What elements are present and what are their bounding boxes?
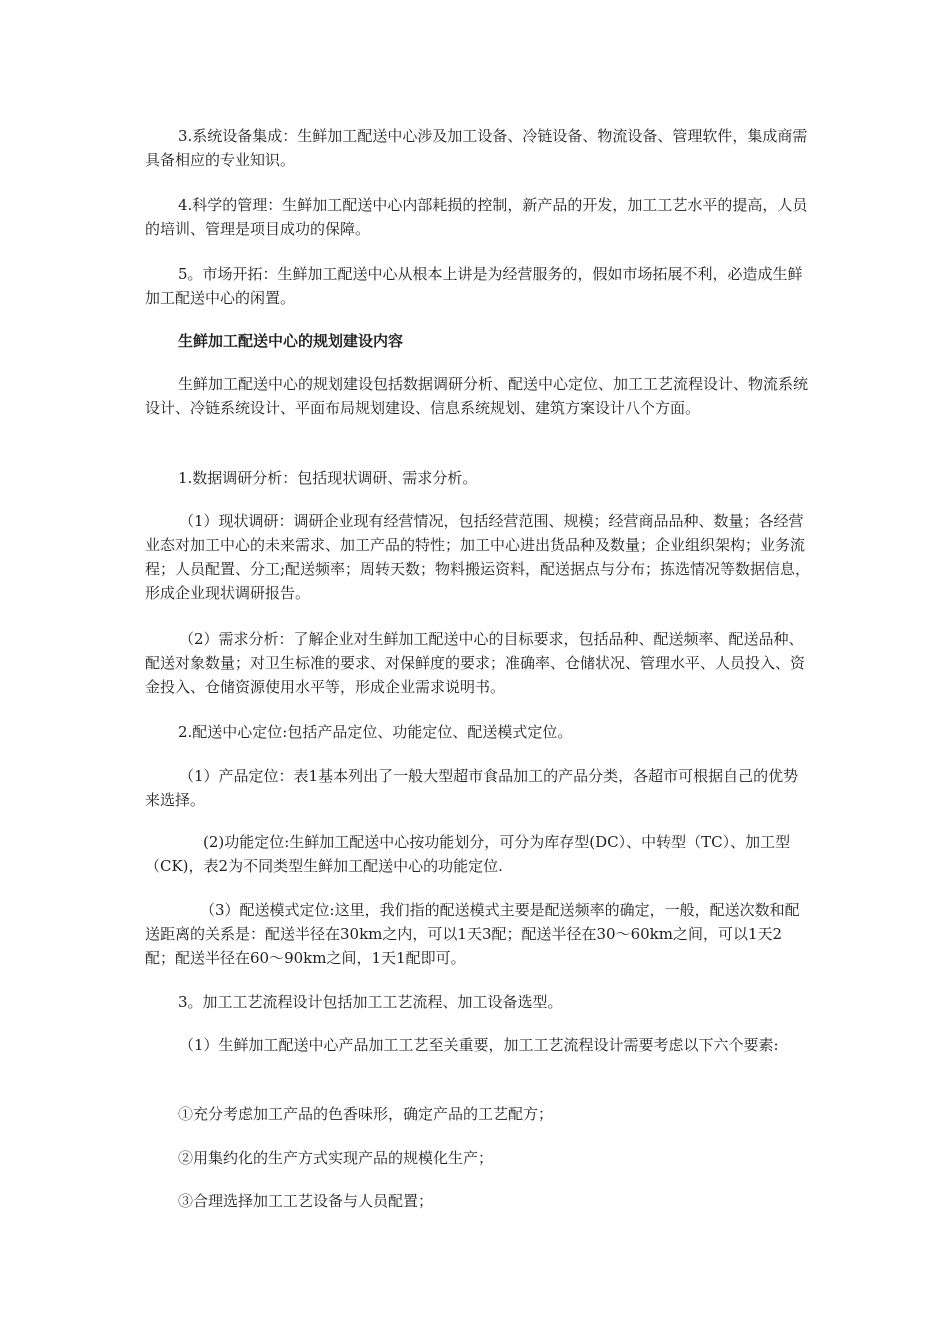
paragraph-center-positioning: 2.配送中心定位:包括产品定位、功能定位、配送模式定位。 xyxy=(178,723,573,741)
paragraph-process-elements: （1）生鲜加工配送中心产品加工工艺至关重要，加工工艺流程设计需要考虑以下六个要素: xyxy=(179,1036,779,1054)
paragraph-process-design: 3。加工工艺流程设计包括加工工艺流程、加工设备选型。 xyxy=(178,993,563,1011)
paragraph-current-status-research: （1）现状调研：调研企业现有经营情况，包括经营范围、规模；经营商品品种、数量；各经营业态对加工中心的未来需求、加工产品的特性；加工中心进出货品种及数量；企业组织架构；业务流程；人员配置、分工;配送频率；周转天数；物料搬运资料，配送据点与分布；拣选情况等数据信息，形成企业现状调研报告。 xyxy=(145,512,811,602)
paragraph-product-positioning: （1）产品定位：表1基本列出了一般大型超市食品加工的产品分类，各超市可根据自己的优势来选择。 xyxy=(145,767,799,809)
paragraph-data-research: 1.数据调研分析：包括现状调研、需求分析。 xyxy=(178,469,478,487)
list-item-scale-production: ②用集约化的生产方式实现产品的规模化生产； xyxy=(178,1149,494,1167)
paragraph-planning-overview: 生鲜加工配送中心的规划建设包括数据调研分析、配送中心定位、加工工艺流程设计、物流系统设计、冷链系统设计、平面布局规划建设、信息系统规划、建筑方案设计八个方面。 xyxy=(145,375,809,417)
section-heading: 生鲜加工配送中心的规划建设内容 xyxy=(178,332,404,350)
list-item-equipment-staff: ③合理选择加工工艺设备与人员配置； xyxy=(178,1192,434,1210)
paragraph-system-integration: 3.系统设备集成：生鲜加工配送中心涉及加工设备、冷链设备、物流设备、管理软件，集成商需具备相应的专业知识。 xyxy=(145,127,808,169)
paragraph-delivery-mode: （3）配送模式定位:这里，我们指的配送模式主要是配送频率的确定，一般，配送次数和配送距离的关系是：配送半径在30km之内，可以1天3配；配送半径在30～60km之间，可以1天2配；配送半径在60～90km之间，1天1配即可。 xyxy=(145,901,800,967)
paragraph-scientific-management: 4.科学的管理：生鲜加工配送中心内部耗损的控制，新产品的开发，加工工艺水平的提高，人员的培训、管理是项目成功的保障。 xyxy=(145,196,808,238)
paragraph-market-expansion: 5。市场开拓：生鲜加工配送中心从根本上讲是为经营服务的，假如市场拓展不利，必造成生鲜加工配送中心的闲置。 xyxy=(145,265,803,307)
paragraph-demand-analysis: （2）需求分析：了解企业对生鲜加工配送中心的目标要求，包括品种、配送频率、配送品种、配送对象数量；对卫生标准的要求、对保鲜度的要求；准确率、仓储状况、管理水平、人员投入、资金投入、仓储资源使用水平等，形成企业需求说明书。 xyxy=(145,630,806,696)
list-item-flavor: ①充分考虑加工产品的色香味形，确定产品的工艺配方； xyxy=(178,1105,554,1123)
paragraph-function-positioning: (2)功能定位:生鲜加工配送中心按功能划分，可分为库存型(DC）、中转型（TC）、加工型（CK)，表2为不同类型生鲜加工配送中心的功能定位. xyxy=(145,833,791,875)
